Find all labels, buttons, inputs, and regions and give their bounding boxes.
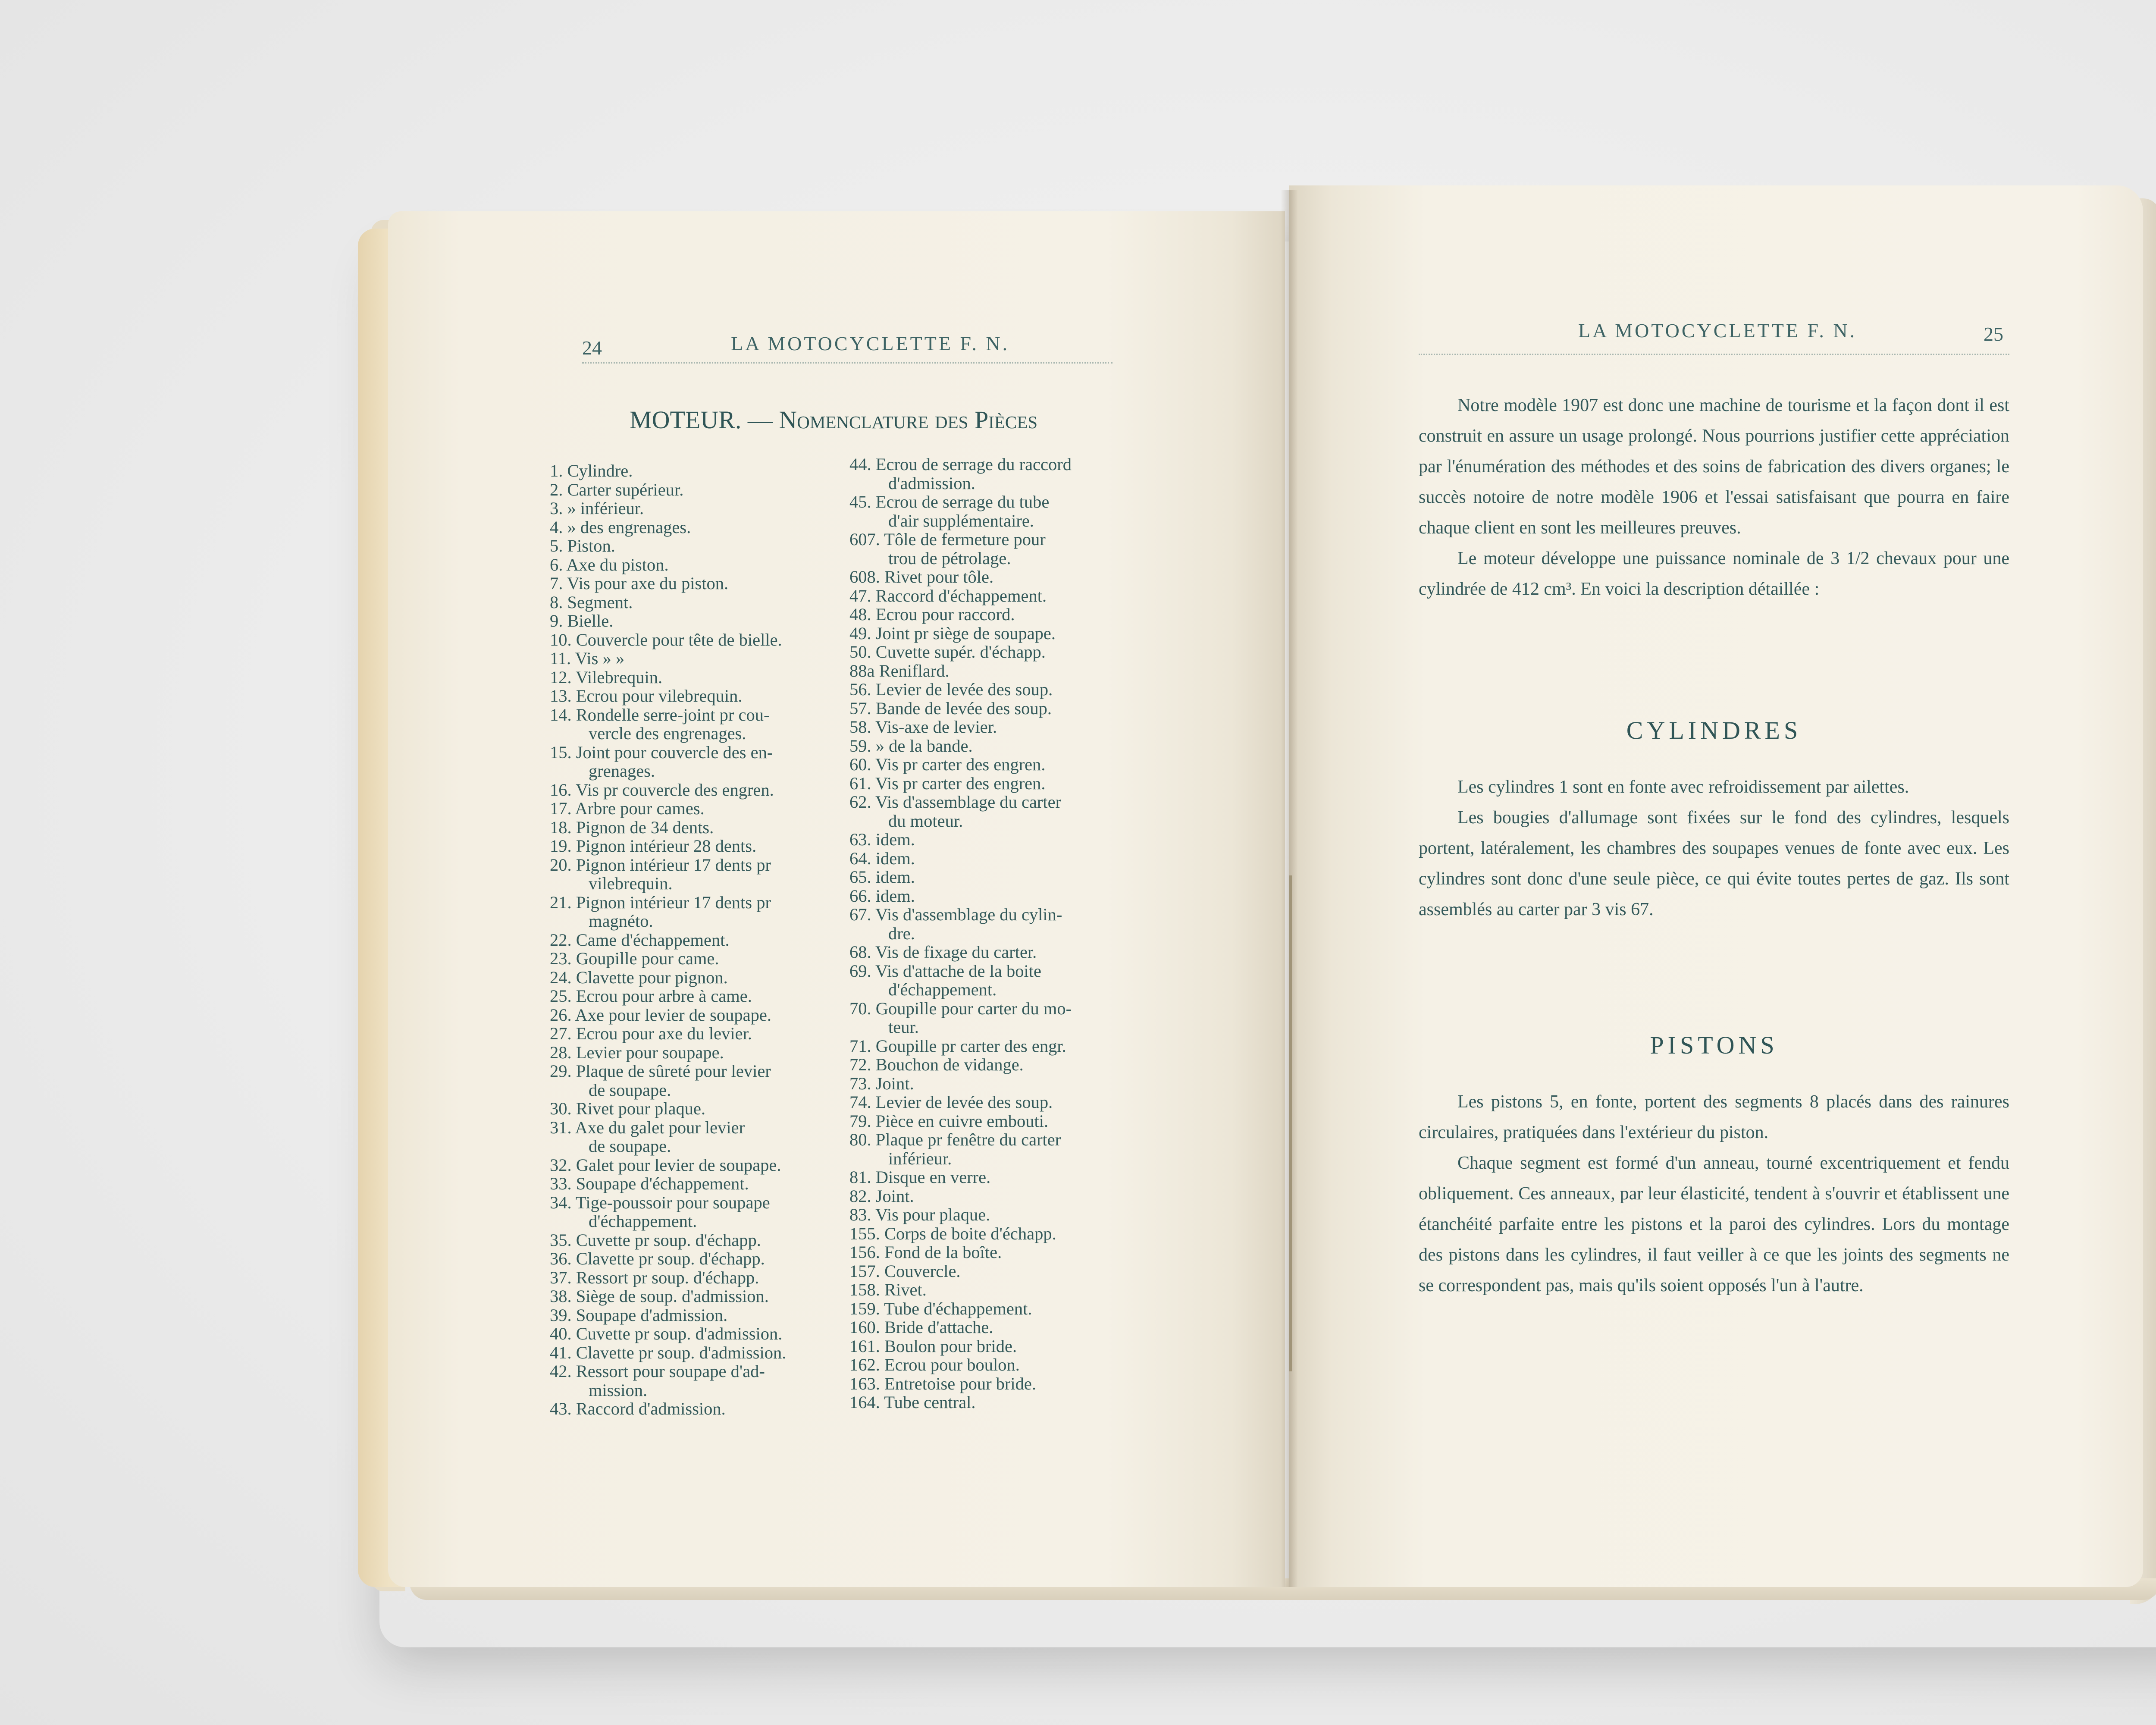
parts-list-item: 69. Vis d'attache de la boite xyxy=(849,961,1041,981)
parts-list-item: 6. Axe du piston. xyxy=(550,555,669,574)
parts-list-item: 36. Clavette pr soup. d'échapp. xyxy=(550,1249,765,1268)
parts-list-item: d'admission. xyxy=(888,473,975,493)
parts-list-column-1 xyxy=(550,461,786,1418)
parts-list-item: 41. Clavette pr soup. d'admission. xyxy=(550,1342,787,1362)
parts-list-item: 39. Soupape d'admission. xyxy=(550,1305,728,1325)
binding-thread xyxy=(1289,875,1292,1371)
parts-list-item: 29. Plaque de sûreté pour levier xyxy=(550,1061,771,1081)
parts-list-item: 59. » de la bande. xyxy=(849,736,973,756)
parts-list-item: magnéto. xyxy=(589,911,653,931)
parts-list-item: 79. Pièce en cuivre embouti. xyxy=(849,1111,1049,1131)
parts-list-item: 68. Vis de fixage du carter. xyxy=(849,942,1037,962)
parts-list-item: 74. Levier de levée des soup. xyxy=(849,1092,1053,1112)
parts-list-item: 14. Rondelle serre-joint pr cou- xyxy=(550,705,770,724)
parts-list-item: 20. Pignon intérieur 17 dents pr xyxy=(550,855,771,875)
parts-list-item: trou de pétrolage. xyxy=(888,548,1011,568)
parts-list-item: 5. Piston. xyxy=(550,536,615,555)
parts-list-item: 27. Ecrou pour axe du levier. xyxy=(550,1024,752,1043)
parts-list-item: 82. Joint. xyxy=(849,1186,914,1206)
parts-list-item: 34. Tige-poussoir pour soupape xyxy=(550,1192,770,1212)
parts-list-item: 164. Tube central. xyxy=(849,1393,976,1412)
parts-list-item: 64. idem. xyxy=(849,848,915,868)
intro-paragraph-2: Le moteur développe une puissance nominale de 3 1/2 chevaux pour une cylindrée de 412 cm³. En voici la description détaillée : xyxy=(1419,549,2009,599)
section-title xyxy=(630,405,1037,434)
parts-list-item: 42. Ressort pour soupape d'ad- xyxy=(550,1361,765,1381)
parts-list-item: 35. Cuvette pr soup. d'échapp. xyxy=(550,1230,761,1250)
parts-list-item: vilebrequin. xyxy=(589,874,673,893)
intro-paragraph-1: Notre modèle 1907 est donc une machine de tourisme et la façon dont il est construit en assure un usage prolongé. Nous pourrions justifier cette appréciation par l'énumération des méthodes et des soins de fabrication des divers organes; le succès notoire de notre modèle 1906 et l'essai satisfaisant que pourra en faire chaque client en sont les meilleures preuves. xyxy=(1419,395,2009,538)
parts-list-item: 608. Rivet pour tôle. xyxy=(849,567,994,586)
parts-list-item: grenages. xyxy=(589,761,655,781)
parts-list-item: 70. Goupille pour carter du mo- xyxy=(849,998,1072,1018)
parts-list-item: 88a Reniflard. xyxy=(849,661,950,681)
parts-list-item: inférieur. xyxy=(888,1148,952,1168)
cylindres-text xyxy=(1419,772,2009,925)
cylindres-paragraph-2: Les bougies d'allumage sont fixées sur le fond des cylindres, lesquels portent, latéralement, les chambres des soupapes venues de fonte avec eux. Les cylindres sont donc d'une seule pièce, ce qui évite toutes pertes de gaz. Ils sont assemblés au carter par 3 vis 67. xyxy=(1419,808,2009,919)
parts-list-item: 11. Vis » » xyxy=(550,649,625,668)
parts-list-item: 22. Came d'échappement. xyxy=(550,930,730,950)
pistons-text xyxy=(1419,1087,2009,1301)
parts-list-item: 58. Vis-axe de levier. xyxy=(849,717,997,737)
page-number-left: 24 xyxy=(582,337,602,359)
parts-list-item: 32. Galet pour levier de soupape. xyxy=(550,1155,781,1175)
parts-list-item: 2. Carter supérieur. xyxy=(550,480,684,499)
section-title-sub: — Nomenclature des Pièces xyxy=(747,406,1038,434)
parts-list-item: 49. Joint pr siège de soupape. xyxy=(849,623,1056,643)
parts-list-item: 19. Pignon intérieur 28 dents. xyxy=(550,836,757,856)
parts-list-item: 56. Levier de levée des soup. xyxy=(849,680,1053,699)
parts-list-item: 7. Vis pour axe du piston. xyxy=(550,574,729,593)
parts-list-item: 16. Vis pr couvercle des engren. xyxy=(550,780,774,800)
parts-list-item: 60. Vis pr carter des engren. xyxy=(849,755,1046,774)
parts-list-item: 17. Arbre pour cames. xyxy=(550,799,705,818)
parts-list-item: 50. Cuvette supér. d'échapp. xyxy=(849,642,1046,662)
parts-list-item: 9. Bielle. xyxy=(550,611,614,630)
pistons-paragraph-2: Chaque segment est formé d'un anneau, tourné excentriquement et fendu obliquement. Ces anneaux, par leur élasticité, tendent à s'ouvrir et établissent une étanchéité parfaite entre les pistons et la paroi des cylindres. Lors du montage des pistons dans les cylindres, il faut veiller à ce que les joints des segments ne se correspondent pas, mais qu'ils soient opposés l'un à l'autre. xyxy=(1419,1153,2009,1295)
parts-list-item: 31. Axe du galet pour levier xyxy=(550,1117,745,1137)
parts-list-item: 3. » inférieur. xyxy=(550,499,644,518)
parts-list-item: 13. Ecrou pour vilebrequin. xyxy=(550,686,743,706)
parts-list-item: 48. Ecrou pour raccord. xyxy=(849,605,1015,624)
left-page xyxy=(388,211,1285,1587)
parts-list-item: 162. Ecrou pour boulon. xyxy=(849,1355,1020,1374)
parts-list-column-2 xyxy=(849,455,1072,1412)
parts-list-item: vercle des engrenages. xyxy=(589,724,746,743)
parts-list-item: 607. Tôle de fermeture pour xyxy=(849,530,1046,549)
parts-list-item: 45. Ecrou de serrage du tube xyxy=(849,492,1050,511)
parts-list-item: 61. Vis pr carter des engren. xyxy=(849,773,1046,793)
parts-list-item: du moteur. xyxy=(888,811,963,831)
parts-list-item: 155. Corps de boite d'échapp. xyxy=(849,1223,1056,1243)
parts-list-item: 71. Goupille pr carter des engr. xyxy=(849,1036,1066,1056)
parts-list-item: de soupape. xyxy=(589,1080,671,1100)
parts-list-item: 25. Ecrou pour arbre à came. xyxy=(550,986,752,1006)
parts-list-item: 156. Fond de la boîte. xyxy=(849,1242,1002,1262)
parts-list-item: 160. Bride d'attache. xyxy=(849,1317,993,1337)
parts-list-item: 21. Pignon intérieur 17 dents pr xyxy=(550,892,771,912)
parts-list-item: 158. Rivet. xyxy=(849,1280,927,1299)
parts-list-item: 40. Cuvette pr soup. d'admission. xyxy=(550,1324,783,1343)
parts-list-item: d'échappement. xyxy=(888,980,997,999)
parts-list-item: 4. » des engrenages. xyxy=(550,517,691,537)
parts-list-item: 83. Vis pour plaque. xyxy=(849,1205,990,1224)
running-head-left: LA MOTOCYCLETTE F. N. xyxy=(731,332,1010,354)
heading-cylindres: CYLINDRES xyxy=(1626,716,1802,744)
parts-list-item: 57. Bande de levée des soup. xyxy=(849,698,1052,718)
parts-list-item: 80. Plaque pr fenêtre du carter xyxy=(849,1130,1061,1149)
heading-pistons: PISTONS xyxy=(1650,1031,1778,1059)
parts-list-item: 161. Boulon pour bride. xyxy=(849,1336,1017,1356)
pistons-paragraph-1: Les pistons 5, en fonte, portent des segments 8 placés dans des rainures circulaires, pratiquées dans l'extérieur du piston. xyxy=(1419,1092,2009,1142)
parts-list-item: 15. Joint pour couvercle des en- xyxy=(550,742,773,762)
running-head-right: LA MOTOCYCLETTE F. N. xyxy=(1578,320,1857,342)
parts-list-item: 10. Couvercle pour tête de bielle. xyxy=(550,630,782,649)
parts-list-item: 73. Joint. xyxy=(849,1073,914,1093)
parts-list-item: 12. Vilebrequin. xyxy=(550,667,663,687)
parts-list-item: 66. idem. xyxy=(849,886,915,906)
parts-list-item: 163. Entretoise pour bride. xyxy=(849,1374,1037,1393)
parts-list-item: 72. Bouchon de vidange. xyxy=(849,1055,1024,1074)
header-rule-right xyxy=(1419,354,2009,355)
parts-list-item: d'échappement. xyxy=(589,1211,697,1231)
right-page xyxy=(1289,185,2143,1587)
parts-list-item: 47. Raccord d'échappement. xyxy=(849,586,1047,605)
parts-list-item: 23. Goupille pour came. xyxy=(550,949,719,968)
parts-list-item: 8. Segment. xyxy=(550,592,633,612)
section-title-main: MOTEUR. xyxy=(630,406,742,434)
parts-list-item: 30. Rivet pour plaque. xyxy=(550,1099,706,1118)
parts-list-item: dre. xyxy=(888,923,915,943)
parts-list-item: 157. Couvercle. xyxy=(849,1261,961,1281)
parts-list-item: 65. idem. xyxy=(849,867,915,887)
parts-list-item: 44. Ecrou de serrage du raccord xyxy=(849,455,1072,474)
parts-list-item: 67. Vis d'assemblage du cylin- xyxy=(849,905,1062,924)
parts-list-item: 28. Levier pour soupape. xyxy=(550,1042,724,1062)
header-rule-left xyxy=(582,362,1112,364)
parts-list-item: de soupape. xyxy=(589,1136,671,1156)
page-number-right: 25 xyxy=(1984,323,2003,345)
parts-list-item: mission. xyxy=(589,1380,648,1400)
parts-list-item: 1. Cylindre. xyxy=(550,461,633,480)
parts-list-item: 33. Soupape d'échappement. xyxy=(550,1174,749,1193)
parts-list-item: 159. Tube d'échappement. xyxy=(849,1298,1032,1318)
parts-list-item: 18. Pignon de 34 dents. xyxy=(550,817,714,837)
parts-list-item: 81. Disque en verre. xyxy=(849,1167,991,1187)
parts-list-item: 63. idem. xyxy=(849,830,915,849)
intro-text xyxy=(1419,390,2009,605)
parts-list-item: 38. Siège de soup. d'admission. xyxy=(550,1286,769,1306)
parts-list-item: 37. Ressort pr soup. d'échapp. xyxy=(550,1267,759,1287)
parts-list-item: 26. Axe pour levier de soupape. xyxy=(550,1005,771,1025)
parts-list-item: 62. Vis d'assemblage du carter xyxy=(849,792,1062,812)
parts-list-item: teur. xyxy=(888,1017,919,1037)
parts-list-item: d'air supplémentaire. xyxy=(888,511,1034,530)
parts-list-item: 24. Clavette pour pignon. xyxy=(550,967,728,987)
cylindres-paragraph-1: Les cylindres 1 sont en fonte avec refroidissement par ailettes. xyxy=(1457,777,1909,797)
parts-list-item: 43. Raccord d'admission. xyxy=(550,1399,726,1418)
